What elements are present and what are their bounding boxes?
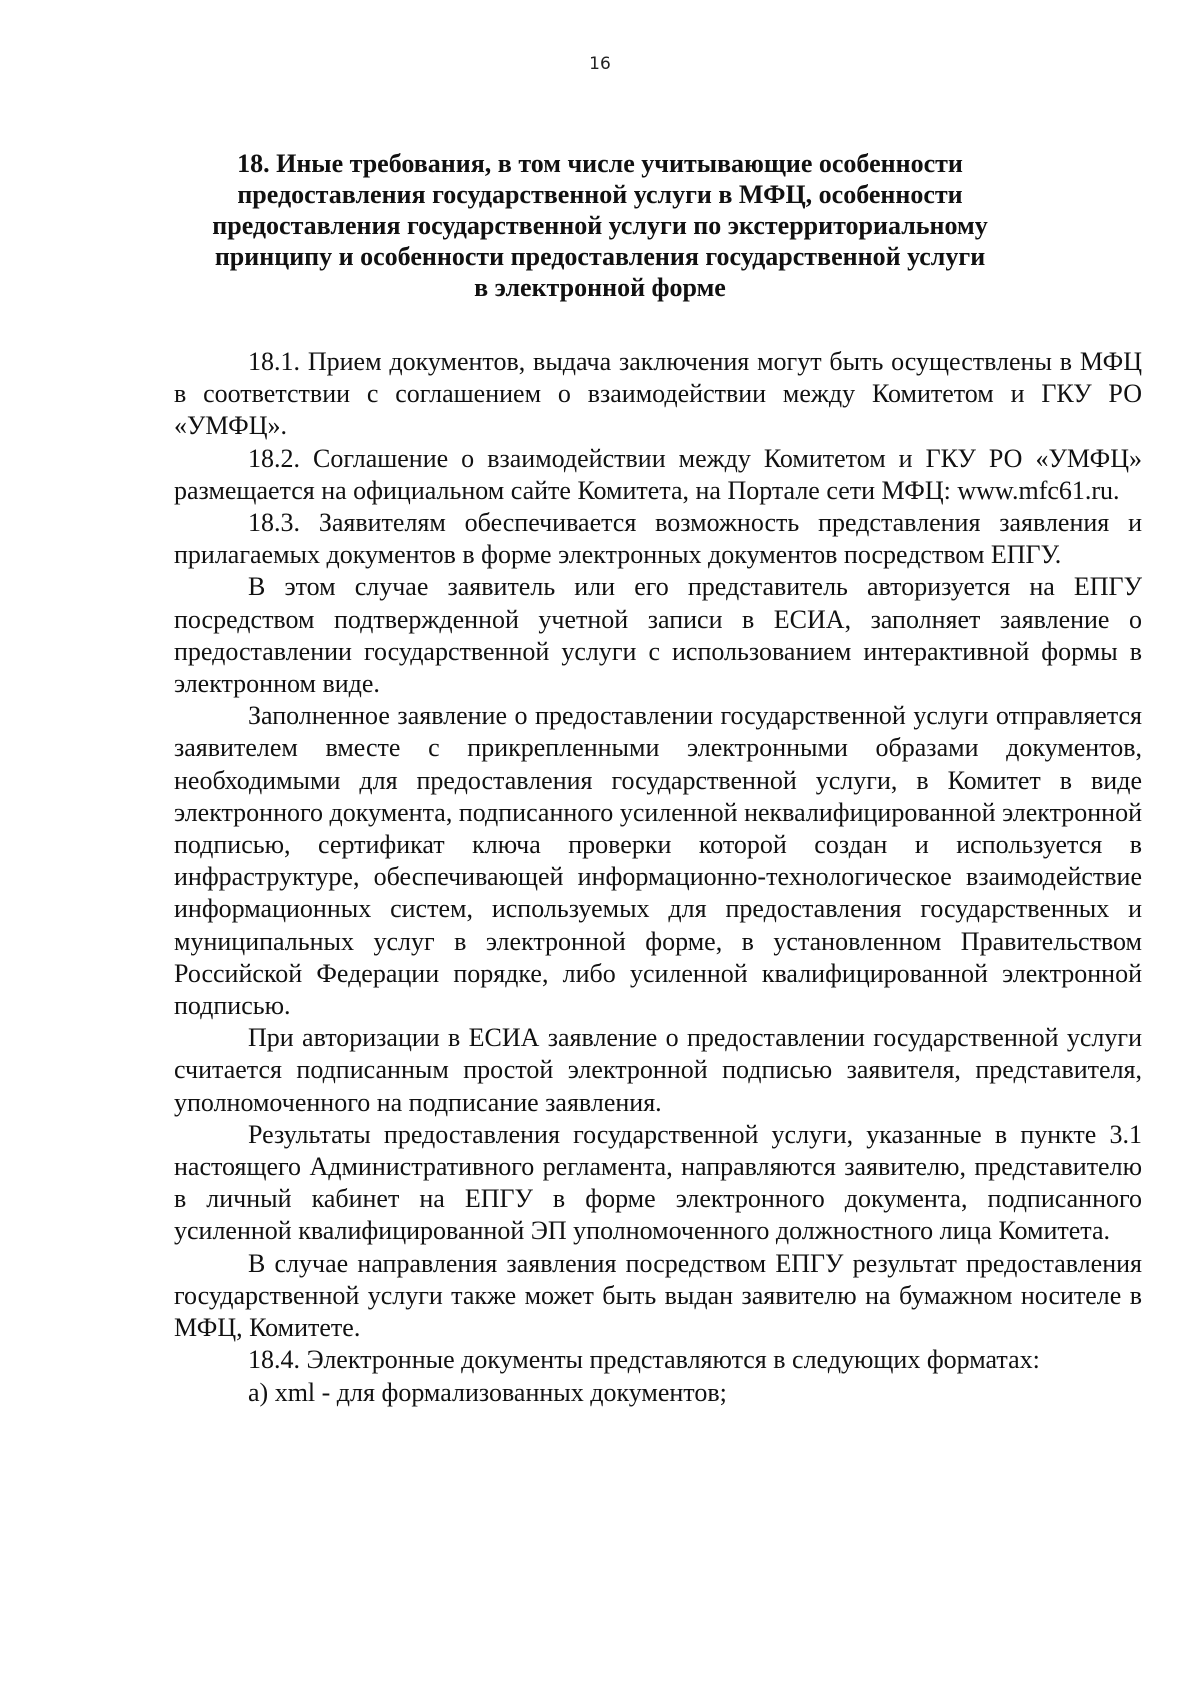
paragraph-18-4: 18.4. Электронные документы представляются в следующих форматах: [248, 1345, 1040, 1375]
section-heading [200, 148, 1000, 303]
heading-line: предоставления государственной услуги по экстерриториальному [212, 211, 988, 240]
paragraph-18-2: 18.2. Соглашение о взаимодействии между Комитетом и ГКУ РО «УМФЦ» размещается на официальном сайте Комитета, на Портале сети МФЦ: www.mfc61.ru. [174, 443, 1142, 505]
list-item-a: а) xml - для формализованных документов; [248, 1377, 727, 1407]
heading-line: в электронной форме [474, 273, 726, 302]
heading-line: предоставления государственной услуги в МФЦ, особенности [237, 180, 963, 209]
paragraph: В случае направления заявления посредством ЕПГУ результат предоставления государственной услуги также может быть выдан заявителю на бумажном носителе в МФЦ, Комитете. [174, 1248, 1142, 1343]
paragraph: Заполненное заявление о предоставлении государственной услуги отправляется заявителем вместе с прикрепленными электронными образами документов, необходимыми для предоставления государственной услуги, в Комитет в виде электронного документа, подписанного усиленной неквалифицированной электронной подписью, сертификат ключа проверки которой создан и используется в инфраструктуре, обеспечивающей информационно-технологическое взаимодействие информационных систем, используемых для предоставления государственных и муниципальных услуг в электронной форме, в установленном Правительством Российской Федерации порядке, либо усиленной квалифицированной электронной подписью. [174, 701, 1142, 1021]
heading-line: 18. Иные требования, в том числе учитывающие особенности [237, 149, 963, 178]
paragraph-18-1: 18.1. Прием документов, выдача заключения могут быть осуществлены в МФЦ в соответствии с соглашением о взаимодействии между Комитетом и ГКУ РО «УМФЦ». [174, 347, 1142, 441]
paragraph-18-3: 18.3. Заявителям обеспечивается возможность представления заявления и прилагаемых документов в форме электронных документов посредством ЕПГУ. [174, 508, 1142, 570]
page-number: 16 [589, 54, 611, 74]
document-body [174, 346, 1142, 1409]
paragraph: Результаты предоставления государственной услуги, указанные в пункте 3.1 настоящего Административного регламента, направляются заявителю, представителю в личный кабинет на ЕПГУ в форме электронного документа, подписанного усиленной квалифицированной ЭП уполномоченного должностного лица Комитета. [174, 1119, 1142, 1246]
paragraph: При авторизации в ЕСИА заявление о предоставлении государственной услуги считается подписанным простой электронной подписью заявителя, представителя, уполномоченного на подписание заявления. [174, 1023, 1142, 1117]
heading-line: принципу и особенности предоставления государственной услуги [214, 242, 986, 271]
paragraph: В этом случае заявитель или его представитель авторизуется на ЕПГУ посредством подтвержденной учетной записи в ЕСИА, заполняет заявление о предоставлении государственной услуги с использованием интерактивной формы в электронном виде. [174, 572, 1142, 699]
